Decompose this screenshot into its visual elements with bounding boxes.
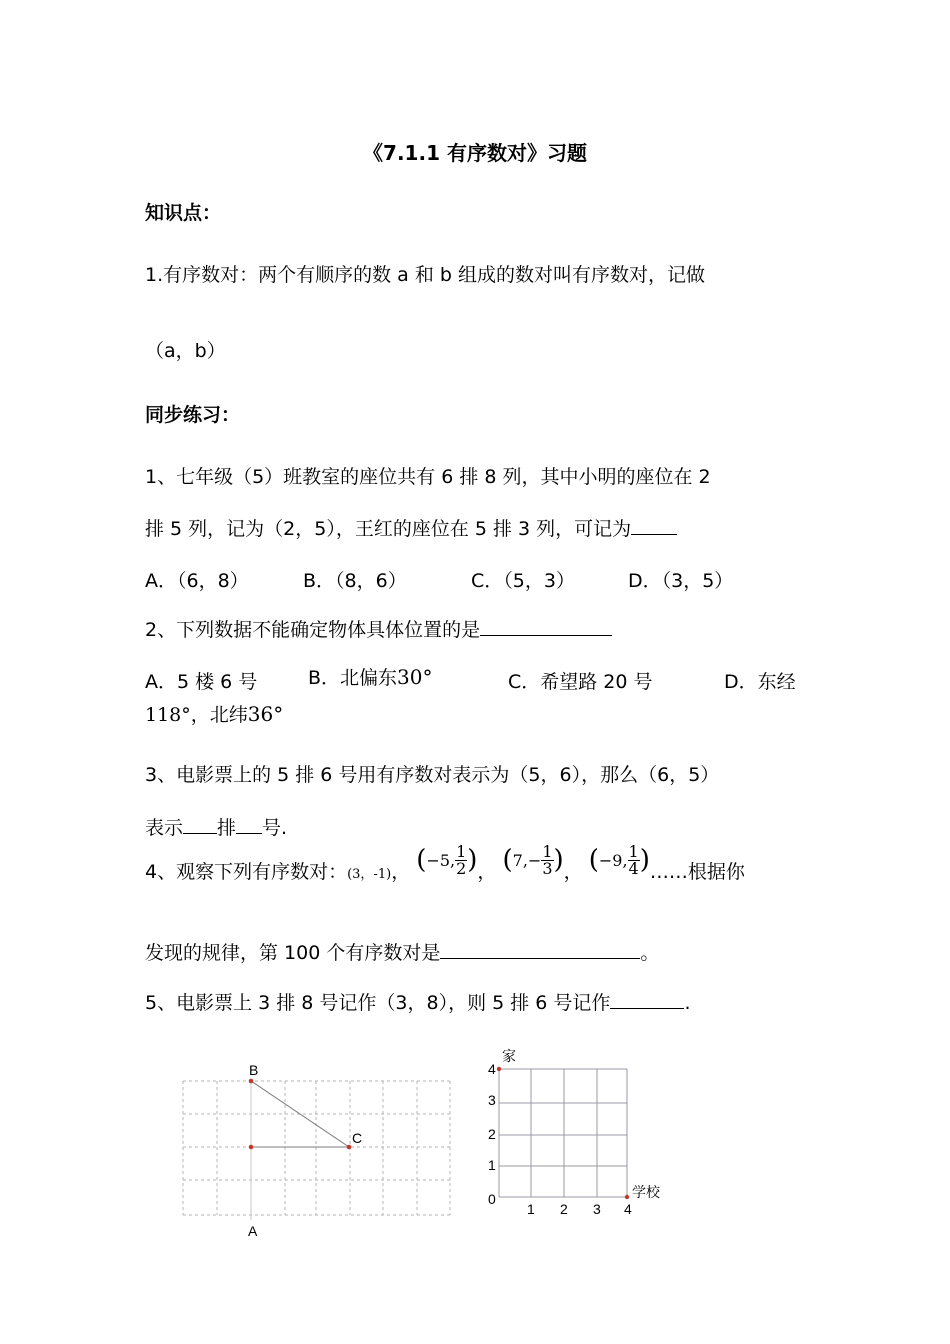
- q2-option-d: D．东经: [724, 671, 796, 693]
- y-tick-0: 0: [488, 1191, 496, 1207]
- q4-answer-blank[interactable]: [440, 940, 640, 959]
- q4-comma-2: ，: [477, 861, 497, 883]
- q3-seat-blank[interactable]: [236, 815, 262, 834]
- q1-option-c: C．（5，3）: [471, 570, 575, 592]
- q3-line-2: [145, 815, 287, 840]
- q4-comma-1: ，: [391, 861, 411, 883]
- q1-option-a: A．（6，8）: [145, 570, 249, 592]
- label-a: A: [248, 1223, 258, 1239]
- triangle-grid-figure: [170, 1055, 470, 1245]
- q2-option-d-rest: ，北纬: [190, 704, 248, 726]
- q4-pair-4-den: 4: [628, 859, 639, 878]
- q4-suffix: ……根据你: [649, 861, 745, 883]
- q1-option-b: B．（8，6）: [303, 570, 407, 592]
- knowledge-line-1: 1.有序数对：两个有顺序的数 a 和 b 组成的数对叫有序数对，记做: [145, 264, 705, 286]
- q5-line-1: [145, 990, 690, 1015]
- q1-line-1: 1、七年级（5）班教室的座位共有 6 排 8 列，其中小明的座位在 2: [145, 466, 711, 488]
- point-home: [497, 1067, 501, 1071]
- label-b: B: [249, 1062, 259, 1078]
- y-tick-1: 1: [488, 1157, 496, 1173]
- q4-pair-2-fraction: [455, 844, 467, 877]
- label-c: C: [352, 1130, 363, 1146]
- point-mid: [249, 1145, 254, 1150]
- label-home: 家: [502, 1048, 516, 1064]
- q1-option-d: D．（3，5）: [628, 570, 734, 592]
- q4-pair-3-text: 7,−: [512, 850, 542, 870]
- q4-pair-4-num: 1: [628, 842, 639, 861]
- q4-pair-1: (3，-1): [347, 867, 392, 882]
- y-tick-4: 4: [488, 1061, 496, 1077]
- q2-option-d-longitude: 118°: [145, 704, 191, 726]
- y-tick-3: 3: [488, 1092, 496, 1108]
- q1-answer-blank[interactable]: [631, 516, 677, 535]
- practice-heading: 同步练习：: [145, 404, 241, 426]
- q2-option-c: C．希望路 20 号: [508, 671, 653, 693]
- point-b: [249, 1079, 254, 1084]
- home-school-grid-figure: [480, 1040, 680, 1220]
- q2-answer-blank[interactable]: [480, 617, 612, 636]
- q2-option-a: A．5 楼 6 号: [145, 671, 258, 693]
- q4-pair-4-text: −9,: [598, 850, 628, 870]
- q4-pair-2: (−5, $\frac{1}{2}$ ): [416, 842, 478, 878]
- page-title: 《7.1.1 有序数对》习题: [363, 141, 587, 165]
- q4-pair-2-num: 1: [456, 842, 467, 861]
- label-school: 学校: [632, 1184, 660, 1200]
- q1-line-2: [145, 516, 677, 541]
- dashed-grid: [183, 1081, 450, 1215]
- coordinate-grid: [499, 1069, 627, 1197]
- y-tick-2: 2: [488, 1126, 496, 1142]
- q4-line-2-text: 发现的规律，第 100 个有序数对是: [145, 942, 441, 964]
- q4-pair-2-text: −5,: [426, 850, 456, 870]
- q3-text-b: 排: [217, 817, 237, 839]
- q2-option-b-angle: 30°: [397, 665, 433, 689]
- q4-line-2: [145, 940, 659, 965]
- q4-prefix: 4、观察下列有序数对：: [145, 861, 348, 883]
- q4-pair-4: (−9, $\frac{1}{4}$ ): [588, 842, 650, 878]
- q2-option-b-text: B．北偏东: [308, 667, 398, 689]
- q3-row-blank[interactable]: [183, 815, 217, 834]
- point-c: [347, 1145, 352, 1150]
- x-tick-3: 3: [593, 1201, 601, 1217]
- q4-line-2-end: 。: [640, 942, 660, 964]
- q4-pair-3: (7,− $\frac{1}{3}$ ): [502, 842, 564, 878]
- q2-text: 2、下列数据不能确定物体具体位置的是: [145, 619, 481, 641]
- knowledge-line-2: （a，b）: [145, 340, 226, 362]
- q5-answer-blank[interactable]: [610, 990, 684, 1009]
- q4-pair-3-num: 1: [542, 842, 553, 861]
- knowledge-heading: 知识点：: [145, 202, 222, 224]
- q1-line-2-text: 排 5 列，记为（2，5），王红的座位在 5 排 3 列，可记为: [145, 518, 632, 540]
- q5-text: 5、电影票上 3 排 8 号记作（3，8），则 5 排 6 号记作: [145, 992, 611, 1014]
- x-tick-2: 2: [560, 1201, 568, 1217]
- q2-option-d-latitude: 36°: [247, 702, 284, 726]
- q4-comma-3: ，: [563, 861, 583, 883]
- q2-line-1: [145, 617, 612, 642]
- x-tick-1: 1: [527, 1201, 535, 1217]
- q4-line-1: [145, 842, 745, 889]
- q4-pair-3-den: 3: [542, 859, 553, 878]
- q3-text-a: 表示: [145, 817, 184, 839]
- q3-line-1: 3、电影票上的 5 排 6 号用有序数对表示为（5，6），那么（6，5）: [145, 764, 720, 786]
- point-school: [625, 1195, 629, 1199]
- q2-option-d-cont: [145, 702, 283, 727]
- q4-pair-2-den: 2: [456, 859, 467, 878]
- q4-pair-3-fraction: [541, 844, 553, 877]
- q2-option-b: [308, 663, 433, 690]
- x-tick-4: 4: [624, 1201, 632, 1217]
- q3-text-c: 号.: [262, 817, 288, 839]
- q5-end: .: [684, 992, 691, 1014]
- q4-pair-4-fraction: [628, 844, 640, 877]
